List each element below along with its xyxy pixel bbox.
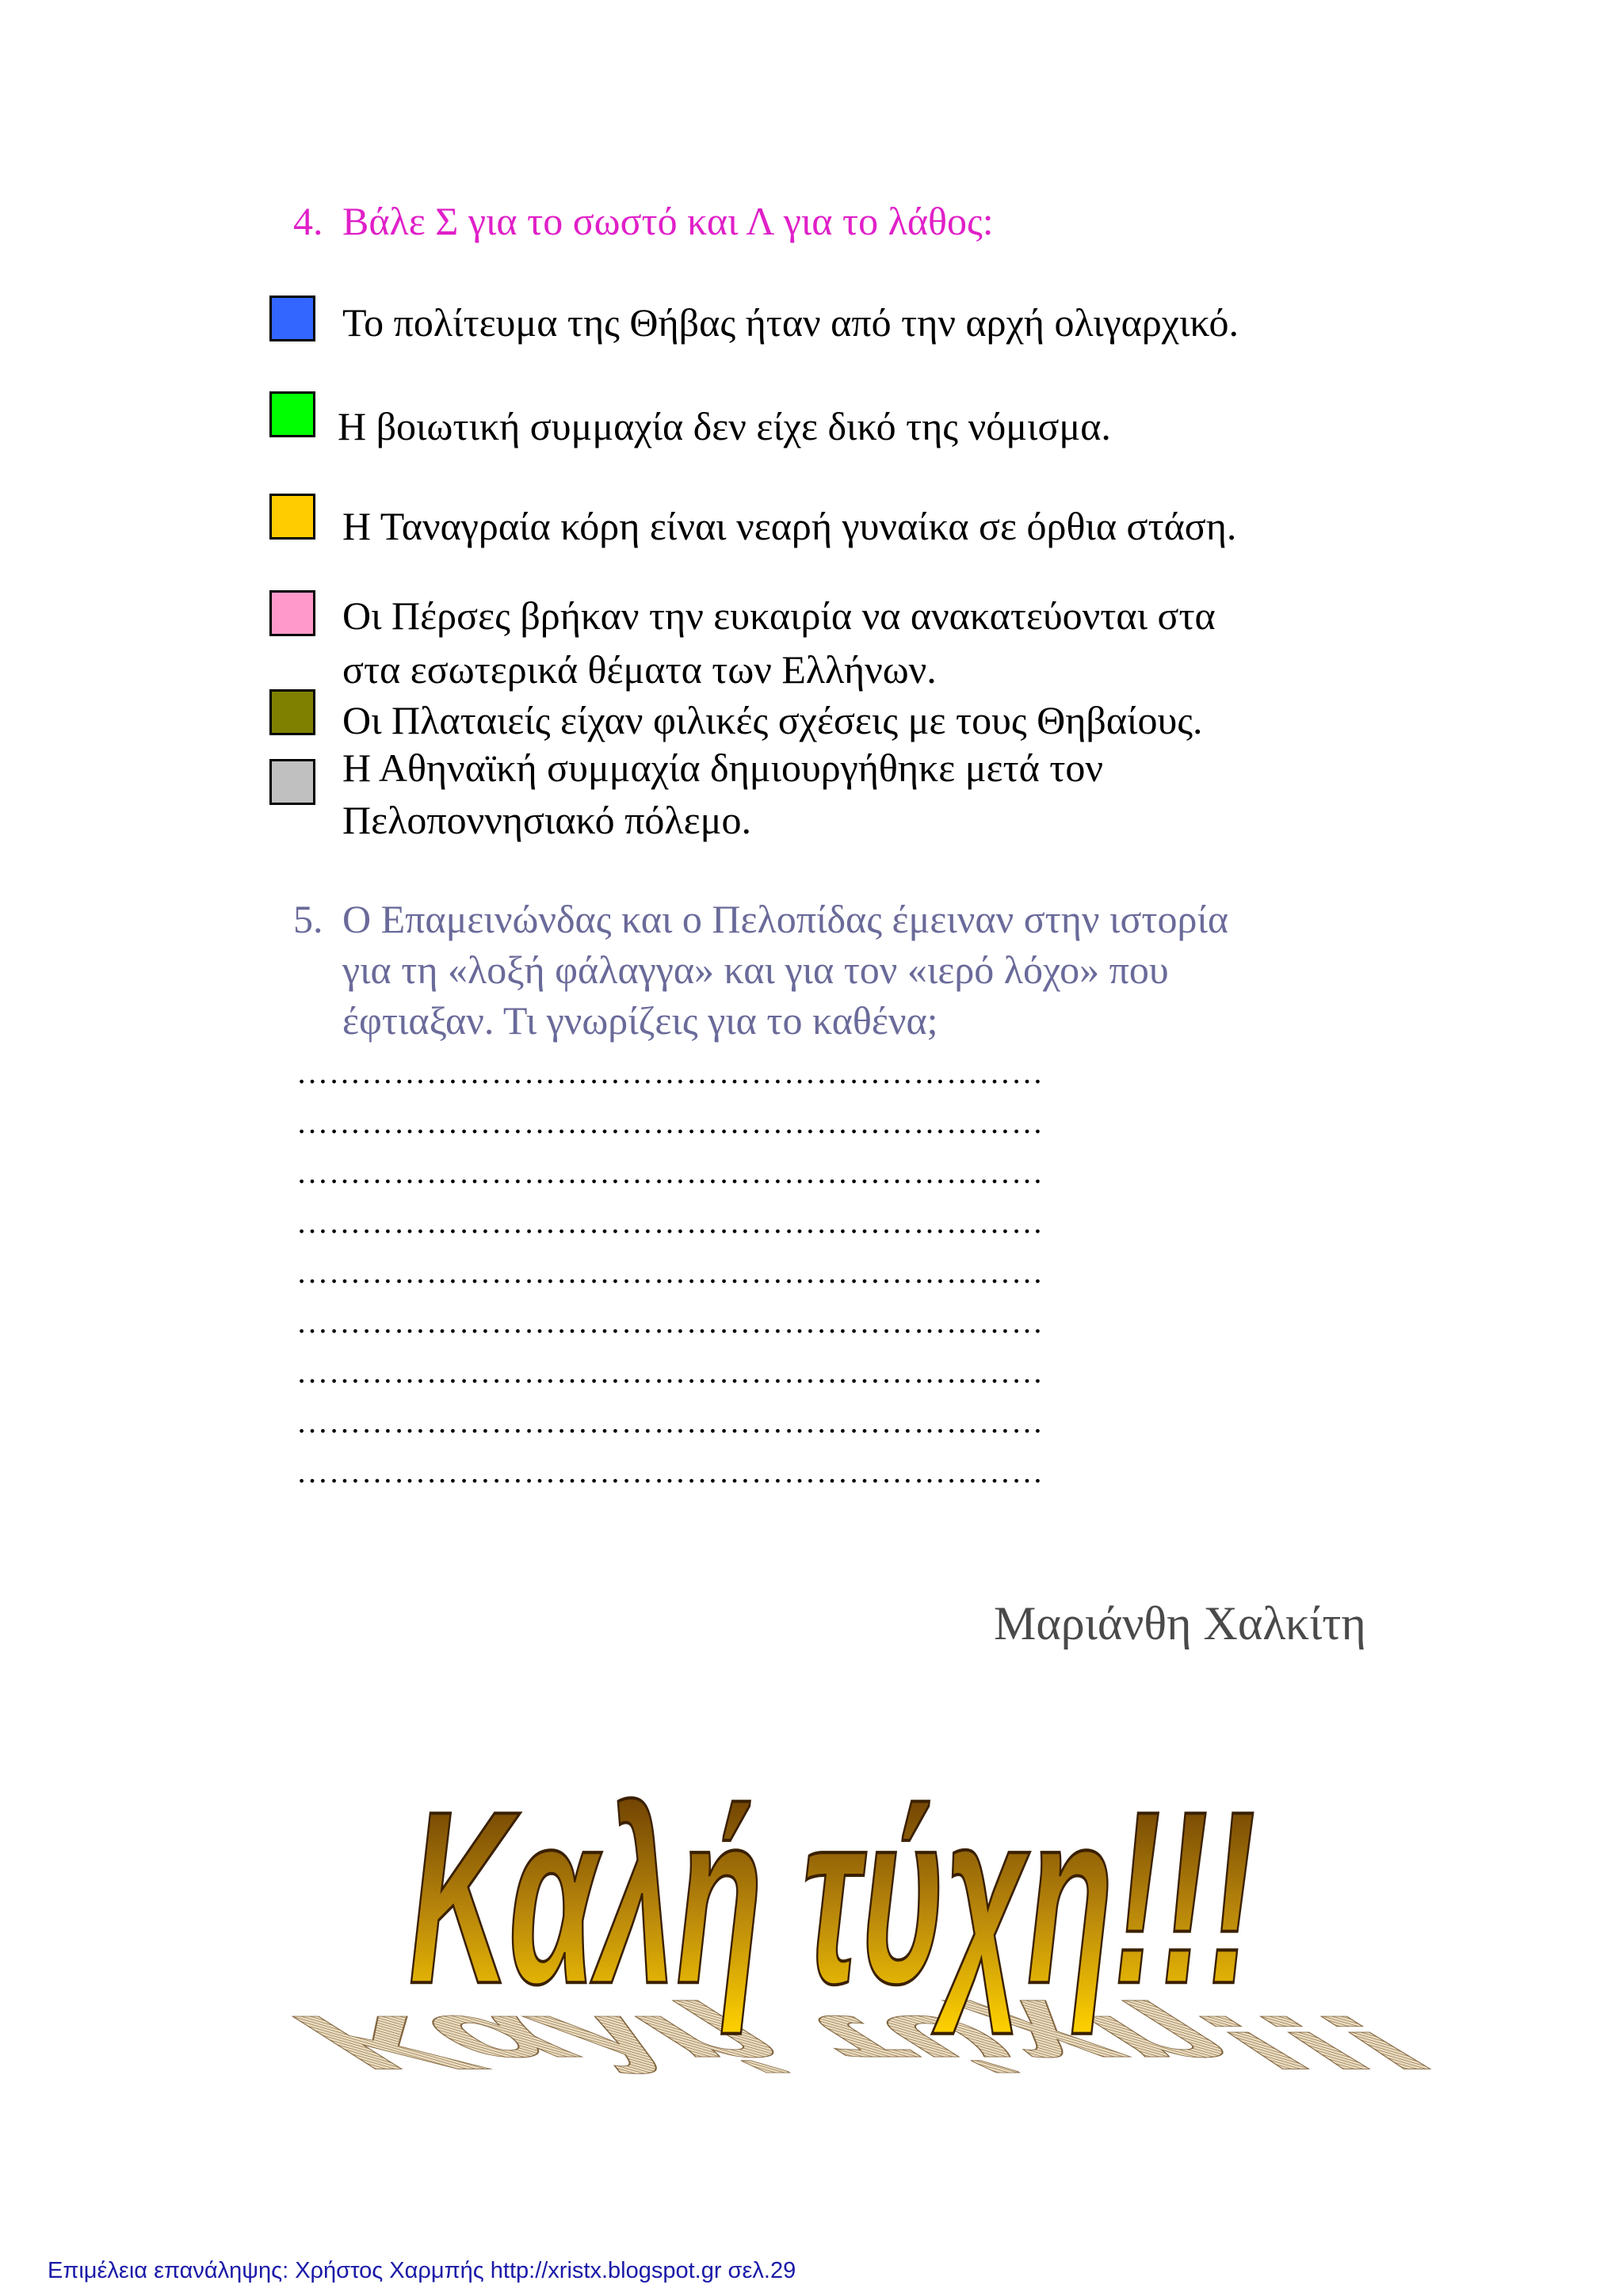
wordart-reflection: Καλή τύχη!!! bbox=[271, 2000, 1453, 2086]
question-5 bbox=[293, 894, 1228, 1046]
answer-line-2[interactable]: …………………………………………………………… bbox=[296, 1104, 1044, 1140]
answer-box-4[interactable] bbox=[269, 590, 315, 636]
answer-line-8[interactable]: …………………………………………………………… bbox=[296, 1404, 1044, 1440]
answer-box-2[interactable] bbox=[269, 391, 315, 437]
statement-6-continuation: Πελοποννησιακό πόλεμο. bbox=[342, 798, 751, 842]
answer-line-1[interactable]: …………………………………………………………… bbox=[296, 1055, 1044, 1090]
wordart-text: Καλή τύχη!!! bbox=[408, 1759, 1256, 2035]
answer-line-7[interactable]: …………………………………………………………… bbox=[296, 1354, 1044, 1390]
answer-box-1[interactable] bbox=[269, 296, 315, 341]
question-4-number: 4. bbox=[293, 199, 323, 243]
statement-1: Το πολίτευμα της Θήβας ήταν από την αρχή ολιγαρχικό. bbox=[342, 300, 1239, 345]
question-5-line-1: Ο Επαμεινώνδας και ο Πελοπίδας έμειναν στην ιστορία bbox=[342, 897, 1229, 941]
answer-line-4[interactable]: …………………………………………………………… bbox=[296, 1204, 1044, 1240]
page-footer: Επιμέλεια επανάληψης: Χρήστος Χαρμπής http://xristx.blogspot.gr σελ.29 bbox=[48, 2258, 796, 2283]
question-5-line-2: για τη «λοξή φάλαγγα» και για τον «ιερό λόχο» που bbox=[342, 948, 1169, 992]
answer-line-5[interactable]: …………………………………………………………… bbox=[296, 1254, 1044, 1290]
question-5-number: 5. bbox=[293, 897, 323, 941]
question-4-text: Βάλε Σ για το σωστό και Λ για το λάθος: bbox=[342, 199, 994, 243]
question-4-title bbox=[293, 198, 994, 244]
good-luck-wordart bbox=[271, 1731, 1453, 2143]
statement-2: Η βοιωτική συμμαχία δεν είχε δικό της νόμισμα. bbox=[338, 404, 1111, 448]
answer-line-3[interactable]: …………………………………………………………… bbox=[296, 1154, 1044, 1190]
answer-line-6[interactable]: …………………………………………………………… bbox=[296, 1304, 1044, 1340]
statement-6: Η Αθηναϊκή συμμαχία δημιουργήθηκε μετά τον bbox=[342, 746, 1104, 790]
author-name: Μαριάνθη Χαλκίτη bbox=[994, 1597, 1366, 1650]
answer-box-6[interactable] bbox=[269, 759, 315, 805]
statement-5: Οι Πλαταιείς είχαν φιλικές σχέσεις με τους Θηβαίους. bbox=[342, 698, 1203, 742]
answer-line-9[interactable]: …………………………………………………………… bbox=[296, 1454, 1044, 1489]
statement-4: Οι Πέρσες βρήκαν την ευκαιρία να ανακατεύονται στα bbox=[342, 593, 1216, 638]
answer-box-3[interactable] bbox=[269, 494, 315, 540]
answer-box-5[interactable] bbox=[269, 689, 315, 735]
statement-3: Η Ταναγραία κόρη είναι νεαρή γυναίκα σε όρθια στάση. bbox=[342, 504, 1237, 548]
statement-4-continuation: στα εσωτερικά θέματα των Ελλήνων. bbox=[342, 647, 937, 692]
question-5-line-3: έφτιαξαν. Τι γνωρίζεις για το καθένα; bbox=[342, 998, 938, 1043]
